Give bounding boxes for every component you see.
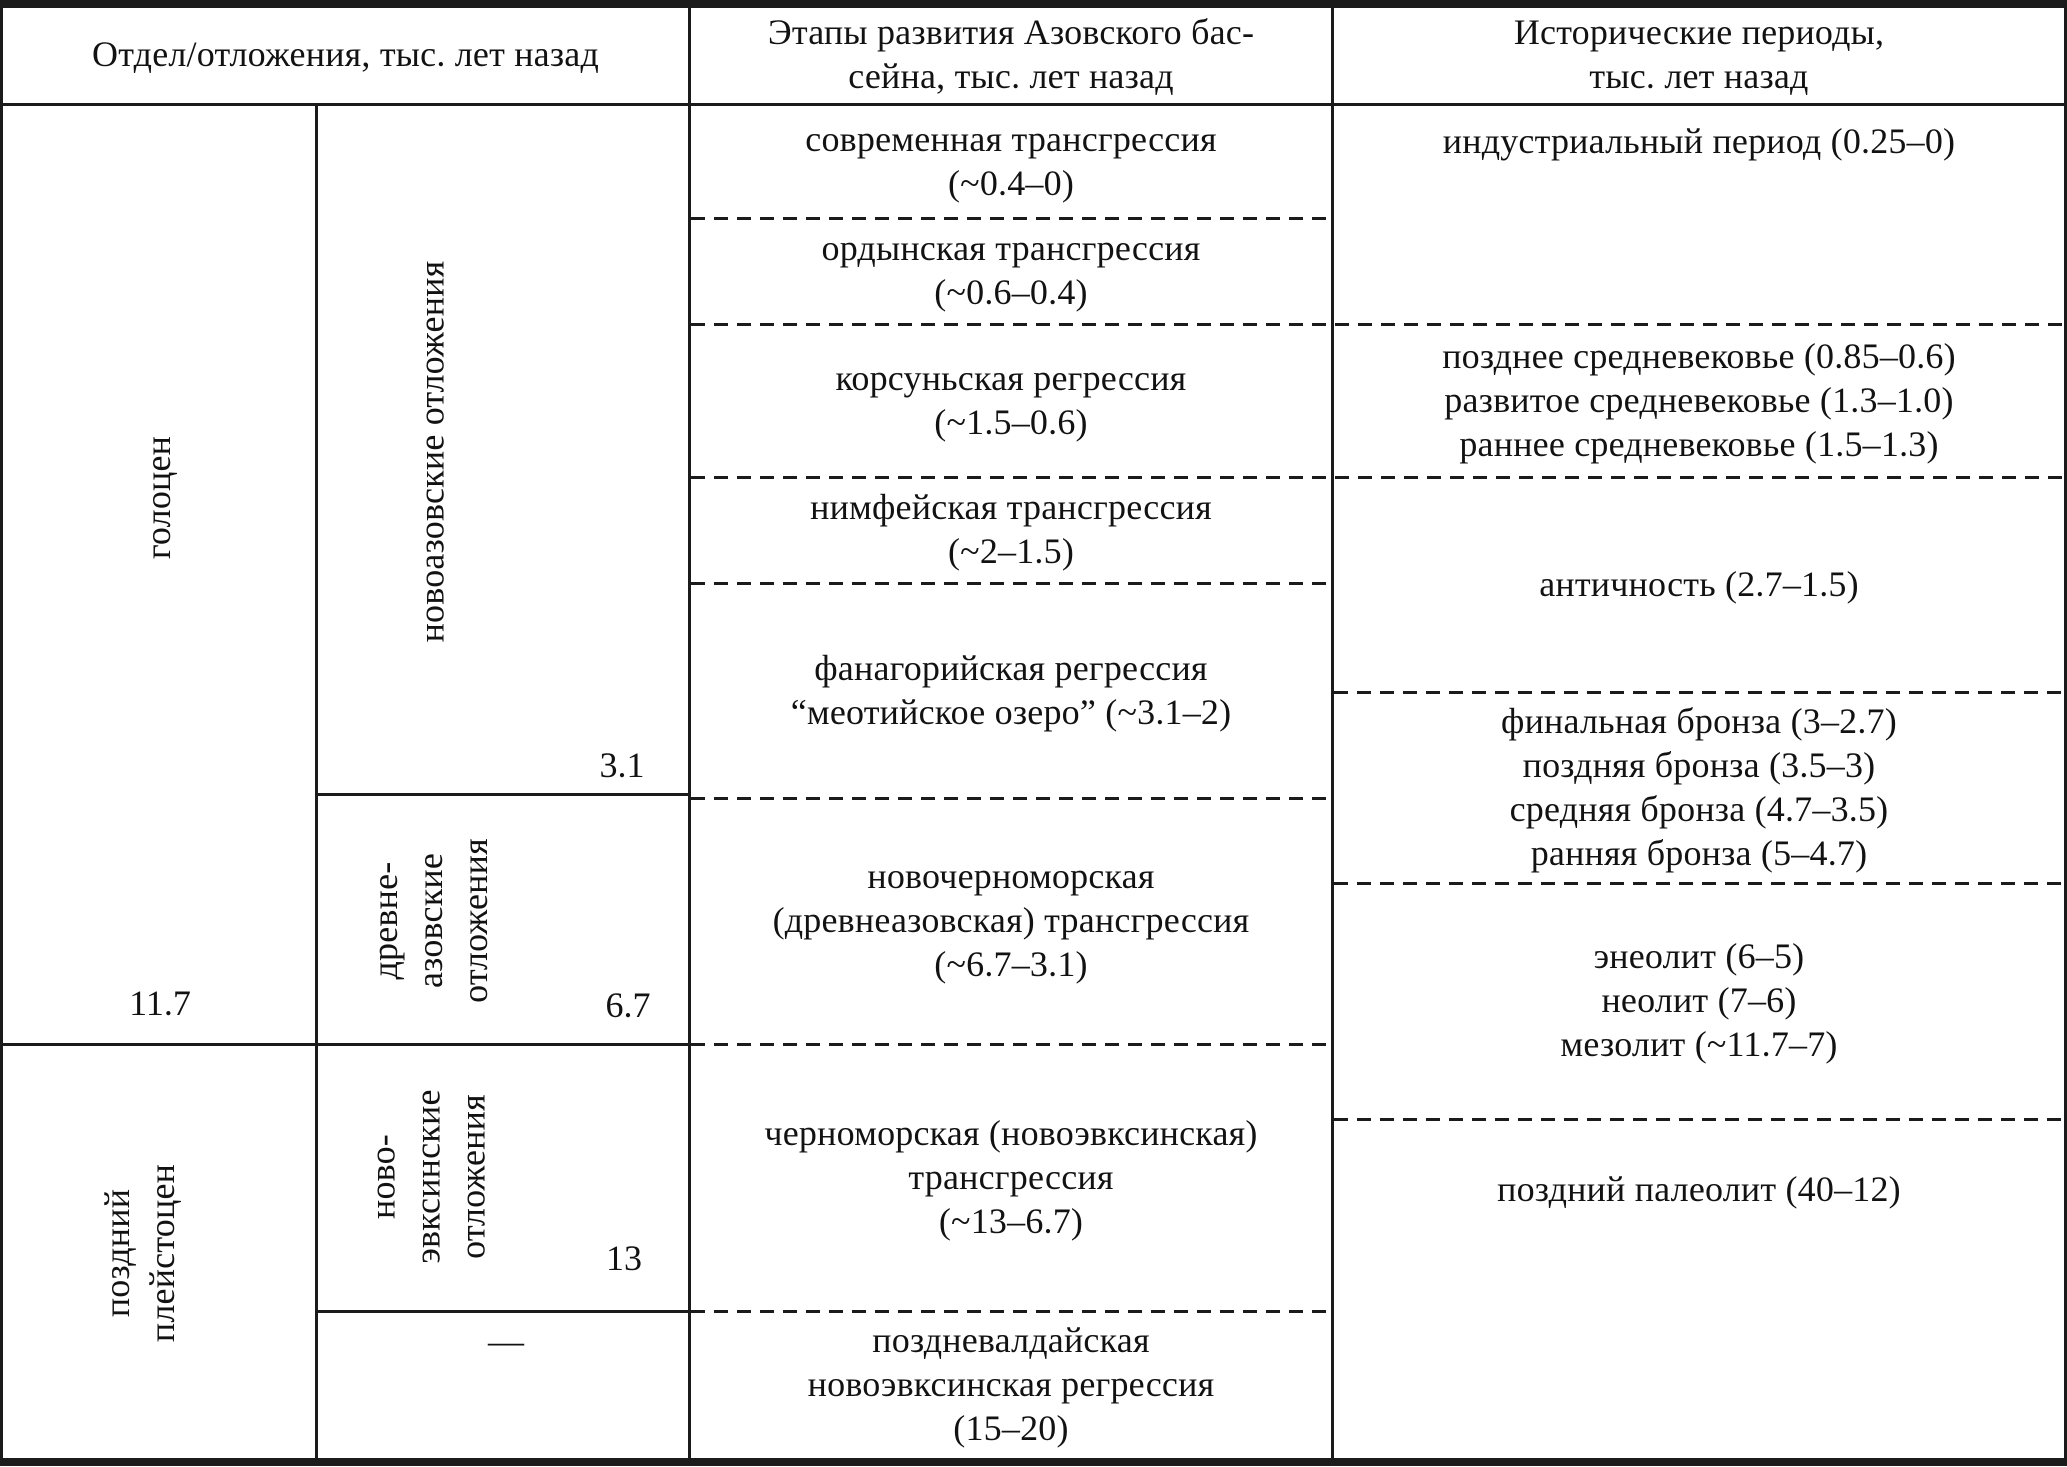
stage-nymphaean-transgression: нимфейская трансгрессия (~2–1.5) xyxy=(810,487,1212,571)
deposit-novoazov xyxy=(282,201,582,701)
epoch-holocene-label: голоцен xyxy=(138,435,179,559)
period-middle-ages: позднее средневековье (0.85–0.6) развитое средневековье (1.3–1.0) раннее средневековье (1.5–1.3) xyxy=(1442,335,1956,464)
header-col2: Этапы развития Азовского бас- сейна, тыс. лет назад xyxy=(767,12,1255,96)
period-industrial: индустриальный период (0.25–0) xyxy=(1442,121,1956,161)
header-col1: Отдел/отложения, тыс. лет назад xyxy=(92,34,599,74)
period-bronze-ages: финальная бронза (3–2.7) поздняя бронза (3.5–3) средняя бронза (4.7–3.5) ранняя бронза (5–4.7) xyxy=(1501,700,1897,873)
stage-phanagorian-regression: фанагорийская регрессия “меотийское озеро” (~3.1–2) xyxy=(790,647,1232,732)
epoch-late-pleistocene-label: поздний плейстоцен xyxy=(96,1163,182,1343)
stage-ordynka-transgression: ордынская трансгрессия (~0.6–0.4) xyxy=(821,228,1201,312)
deposit-novoazov-label: новоазовские отложения xyxy=(411,260,452,642)
age-novoevksin: 13 xyxy=(606,1238,642,1278)
age-holocene-boundary: 11.7 xyxy=(129,983,191,1023)
deposit-drevneazov xyxy=(280,795,580,1045)
stage-modern-transgression: современная трансгрессия (~0.4–0) xyxy=(805,118,1217,203)
epoch-late-pleistocene xyxy=(0,1103,280,1403)
stage-late-valdai-regression: поздневалдайская новоэвксинская регрессия (15–20) xyxy=(807,1320,1215,1448)
age-novoazov: 3.1 xyxy=(599,745,645,785)
period-antiquity: античность (2.7–1.5) xyxy=(1539,563,1859,604)
divider-novoevksin-bottom xyxy=(315,1310,691,1313)
period-late-paleolithic: поздний палеолит (40–12) xyxy=(1497,1169,1901,1209)
stage-korsun-regression: корсуньская регрессия (~1.5–0.6) xyxy=(835,357,1187,442)
period-stone-ages: энеолит (6–5) неолит (7–6) мезолит (~11.7–7) xyxy=(1560,936,1838,1064)
deposit-novoevksin-label: ново- эвксинские отложения xyxy=(362,1088,493,1264)
deposit-novoevksin xyxy=(278,1051,578,1301)
stage-novochernomorsk-transgression: новочерноморская (древнеазовская) трансгрессия (~6.7–3.1) xyxy=(772,856,1250,984)
header-col3: Исторические периоды, тыс. лет назад xyxy=(1513,12,1885,96)
epoch-holocene xyxy=(9,347,309,647)
table-top-border xyxy=(0,0,2067,8)
age-none-dash: — xyxy=(488,1321,524,1361)
age-drevneazov: 6.7 xyxy=(605,985,651,1025)
table-bottom-border xyxy=(0,1458,2067,1466)
deposit-drevneazov-label: древне- азовские отложения xyxy=(364,837,495,1003)
stage-chernomorsk-transgression: черноморская (новоэвксинская) трансгрессия (~13–6.7) xyxy=(764,1112,1258,1241)
